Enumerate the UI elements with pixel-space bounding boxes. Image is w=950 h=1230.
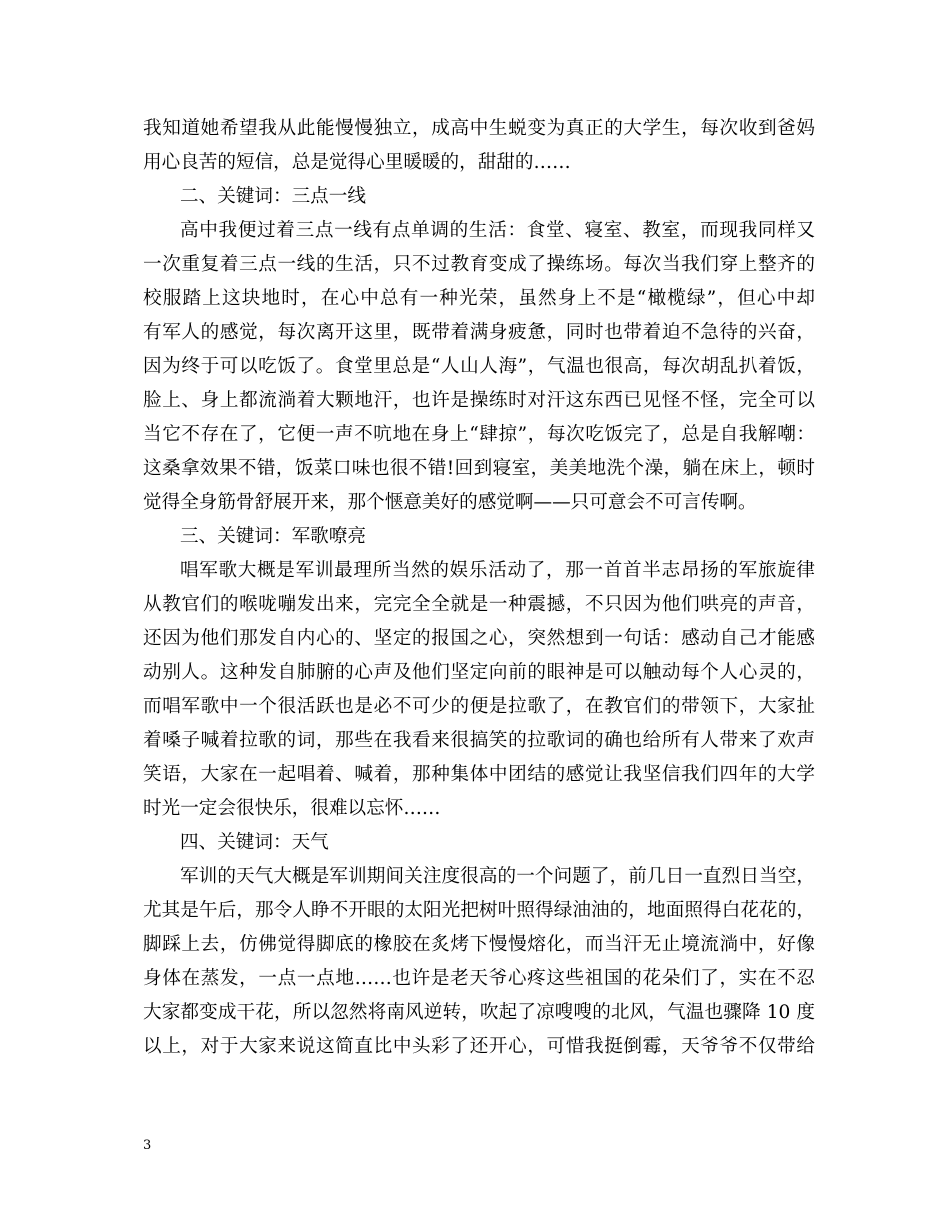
text-line: 二、关键词：三点一线 — [180, 186, 366, 207]
page-number: 3 — [143, 1138, 152, 1153]
text-line: 大家都变成干花，所以忽然将南风逆转，吹起了凉嗖嗖的北风，气温也骤降 10 度 — [143, 1002, 815, 1023]
text-line: 以上，对于大家来说这简直比中头彩了还开心，可惜我挺倒霉，天爷爷不仅带给 — [143, 1036, 815, 1057]
text-line: 从教官们的喉咙嘣发出来，完完全全就是一种震撼，不只因为他们哄亮的声音， — [143, 594, 815, 615]
text-line: 时光一定会很快乐，很难以忘怀…… — [143, 798, 441, 819]
text-line: 用心良苦的短信，总是觉得心里暖暖的，甜甜的…… — [143, 152, 571, 173]
text-line: 当它不存在了，它便一声不吭地在身上“肆掠”，每次吃饭完了，总是自我解嘲： — [143, 424, 815, 445]
text-line: 这桑拿效果不错，饭菜口味也很不错!回到寝室，美美地洗个澡，躺在床上，顿时 — [143, 458, 815, 479]
text-line: 军训的天气大概是军训期间关注度很高的一个问题了，前几日一直烈日当空， — [180, 866, 815, 887]
text-line: 而唱军歌中一个很活跃也是必不可少的便是拉歌了，在教官们的带领下，大家扯 — [143, 696, 815, 717]
document-body — [143, 112, 815, 1064]
text-line: 尤其是午后，那令人睁不开眼的太阳光把树叶照得绿油油的，地面照得白花花的， — [143, 900, 815, 921]
text-line: 我知道她希望我从此能慢慢独立，成高中生蜕变为真正的大学生，每次收到爸妈 — [143, 118, 815, 139]
text-line: 笑语，大家在一起唱着、喊着，那种集体中团结的感觉让我坚信我们四年的大学 — [143, 764, 815, 785]
text-line: 身体在蒸发，一点一点地……也许是老天爷心疼这些祖国的花朵们了，实在不忍 — [143, 968, 815, 989]
text-line: 动别人。这种发自肺腑的心声及他们坚定向前的眼神是可以触动每个人心灵的， — [143, 662, 815, 683]
text-line: 有军人的感觉，每次离开这里，既带着满身疲惫，同时也带着迫不急待的兴奋， — [143, 322, 815, 343]
text-line: 脸上、身上都流淌着大颗地汗，也许是操练时对汗这东西已见怪不怪，完全可以 — [143, 390, 815, 411]
text-line: 一次重复着三点一线的生活，只不过教育变成了操练场。每次当我们穿上整齐的 — [143, 254, 815, 275]
text-line: 觉得全身筋骨舒展开来，那个惬意美好的感觉啊——只可意会不可言传啊。 — [143, 492, 757, 513]
text-line: 脚踩上去，仿佛觉得脚底的橡胶在炙烤下慢慢熔化，而当汗无止境流淌中，好像 — [143, 934, 815, 955]
text-line: 因为终于可以吃饭了。食堂里总是“人山人海”，气温也很高，每次胡乱扒着饭， — [143, 356, 815, 377]
text-line: 唱军歌大概是军训最理所当然的娱乐活动了，那一首首半志昂扬的军旅旋律 — [180, 560, 815, 581]
text-line: 高中我便过着三点一线有点单调的生活：食堂、寝室、教室，而现我同样又 — [180, 220, 815, 241]
text-line: 三、关键词：军歌嘹亮 — [180, 526, 366, 547]
text-line: 着嗓子喊着拉歌的词，那些在我看来很搞笑的拉歌词的确也给所有人带来了欢声 — [143, 730, 815, 751]
text-line: 四、关键词：天气 — [180, 832, 329, 853]
text-line: 校服踏上这块地时，在心中总有一种光荣，虽然身上不是“橄榄绿”，但心中却 — [143, 288, 815, 309]
text-line: 还因为他们那发自内心的、坚定的报国之心，突然想到一句话：感动自己才能感 — [143, 628, 815, 649]
